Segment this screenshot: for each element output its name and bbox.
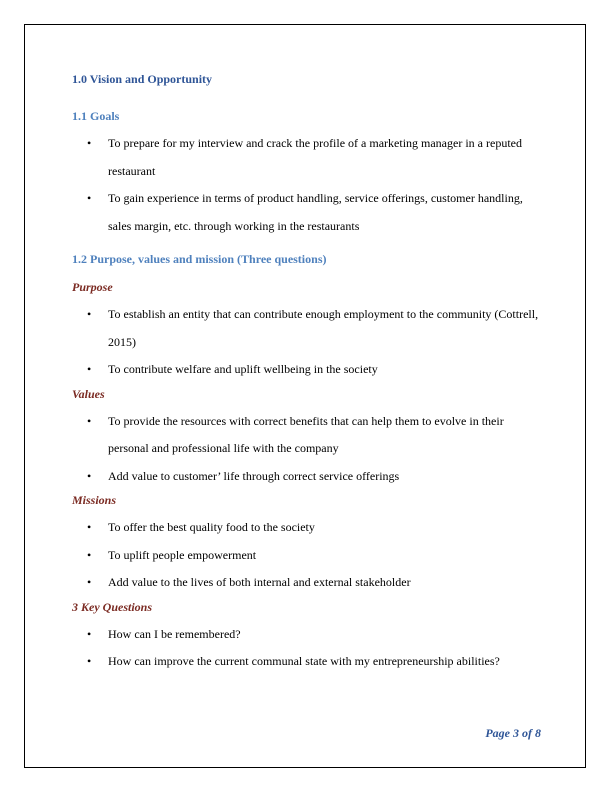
bullet-icon: • — [87, 654, 92, 668]
list-item: • To gain experience in terms of product handling, service offerings, customer handling, sales margin, etc. through working in the restaurants — [72, 185, 542, 240]
bullet-icon: • — [87, 307, 92, 321]
bullet-icon: • — [87, 362, 92, 376]
list-item: • To uplift people empowerment — [72, 542, 542, 570]
list-item: • Add value to the lives of both internal and external stakeholder — [72, 569, 542, 597]
bullet-icon: • — [87, 575, 92, 589]
pvm-heading: 1.2 Purpose, values and mission (Three questions) — [72, 252, 327, 266]
questions-heading: 3 Key Questions — [72, 599, 153, 614]
bullet-icon: • — [87, 468, 92, 483]
list-item: • Add value to customer’ life through correct service offerings — [72, 463, 542, 491]
list-item: • How can improve the current communal state with my entrepreneurship abilities? — [72, 648, 542, 676]
bullet-icon: • — [87, 547, 92, 562]
questions-list — [72, 621, 542, 676]
bullet-icon: • — [87, 191, 92, 205]
missions-heading: Missions — [72, 493, 117, 507]
values-list — [72, 408, 542, 491]
list-item: • To offer the best quality food to the society — [72, 514, 542, 542]
page-number: Page 3 of 8 — [485, 726, 541, 740]
list-item: • To contribute welfare and uplift wellbeing in the society — [72, 356, 542, 384]
values-heading: Values — [72, 386, 105, 401]
section-title: 1.0 Vision and Opportunity — [72, 72, 213, 86]
citation-link[interactable]: Cottrell, — [498, 307, 539, 321]
bullet-icon: • — [87, 413, 92, 428]
list-item: • How can I be remembered? — [72, 621, 542, 649]
purpose-heading: Purpose — [72, 280, 113, 294]
bullet-icon: • — [87, 626, 92, 641]
goals-list — [72, 130, 542, 240]
purpose-list — [72, 301, 542, 384]
bullet-icon: • — [87, 136, 92, 150]
list-item: • To provide the resources with correct benefits that can help them to evolve in their personal and professional life with the company — [72, 408, 542, 463]
missions-list — [72, 514, 542, 597]
list-item: • To prepare for my interview and crack the profile of a marketing manager in a reputed restaurant — [72, 130, 542, 185]
document-content — [72, 70, 542, 676]
bullet-icon: • — [87, 520, 92, 534]
list-item: • To establish an entity that can contribute enough employment to the community (Cottrell, 2015) — [72, 301, 542, 356]
goals-heading: 1.1 Goals — [72, 109, 120, 123]
